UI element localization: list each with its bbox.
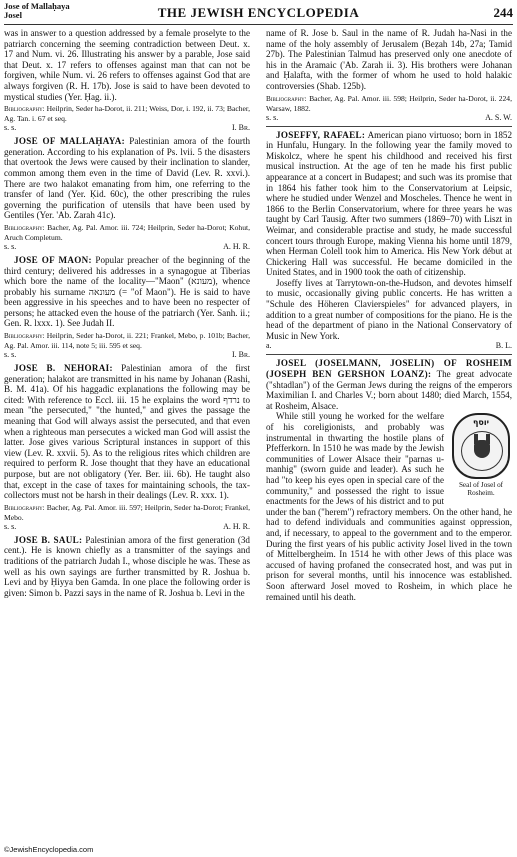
article-heading: JOSE B. NEHORAI: — [14, 363, 113, 374]
bibliography-label: Bibliography: — [4, 105, 45, 114]
seal-emblem — [461, 431, 503, 471]
article-heading: JOSEFFY, RAFAEL: — [276, 129, 366, 140]
ox-head-icon — [474, 440, 490, 458]
seal-figure — [450, 413, 512, 497]
article-jose-b-saul — [4, 535, 250, 599]
bibliography-label: Bibliography: — [4, 332, 45, 341]
running-head-title: Jose of Mallaḥaya — [4, 1, 70, 11]
article-jose-b-nehorai — [4, 363, 250, 501]
article-joseffy-rafael — [266, 130, 512, 278]
copyright-footer: ©JewishEncyclopedia.com — [4, 845, 94, 854]
seal-caption: Seal of Josel of Rosheim. — [458, 481, 504, 498]
signature-line — [266, 341, 512, 351]
bibliography — [4, 104, 250, 123]
signature-code: s. s. — [266, 112, 279, 122]
seal-image — [452, 413, 510, 479]
signature-code: a. — [266, 341, 272, 351]
bibliography — [4, 331, 250, 350]
article-body: The great advocate ("shtadlan") of the German Jews during the reigns of the emperors Maximilian I. and Charles V.; born about 1480; died March, 1554, at Rosheim, Alsace. — [266, 369, 513, 411]
article-jose-of-maon — [4, 255, 250, 329]
signature-code: s. s. — [4, 123, 17, 133]
bibliography-text: Bacher, Ag. Pal. Amor. iii. 597; Heilprin, Seder ha-Dorot; Frankel, Mebo. — [4, 502, 250, 522]
bibliography-label: Bibliography: — [4, 223, 45, 232]
bibliography-text: Heilprin, Seder ha-Dorot, ii. 221; Frankel, Mebo, p. 101b; Bacher, Ag. Pal. Amor. iii. 114, note 5; iii. 595 et seq. — [4, 331, 250, 351]
bibliography-text: Bacher, Ag. Pal. Amor. iii. 598; Heilprin, Seder ha-Dorot, ii. 224, Warsaw, 1882. — [266, 93, 512, 113]
article-heading: JOSE OF MAON: — [14, 254, 92, 265]
bibliography — [266, 94, 512, 113]
divider — [266, 126, 512, 127]
signature-code: s. s. — [4, 350, 17, 360]
signature-author: B. L. — [495, 341, 512, 351]
bibliography-text: Bacher, Ag. Pal. Amor. iii. 724; Heilprin, Seder ha-Dorot; Kohut, Aruch Completum. — [4, 222, 250, 242]
running-head-subtitle: Josel — [4, 10, 22, 20]
signature-line — [4, 242, 250, 252]
bibliography — [4, 223, 250, 242]
signature-code: s. s. — [4, 521, 17, 531]
article-body: American piano virtuoso; born in 1852 in Hunfalu, Hungary. In the following year the family moved to Miskolcz, where he spent his childhood and received his first musical instruction. At the age of ten he made his first public appearance at a concert in Budapest; and such was its promise that in 1864 his father took him to the Conservatorium at Leipsic, where he studied under Wenzel and Moscheles. Thence he went in 1866 to the Berlin Conservatorium, where for three years he was taught by Carl Tausig. After two summers (1869–70) with Liszt in Weimar, and considerable practise and study, he made successful concert tours through Europe, making Vienna his home until 1879, when Herman Colell took him to America. His New York début at Chickering Hall was successful. He became domiciled in the United States, and in 1900 took the oath of citizenship. — [266, 129, 513, 278]
bibliography-text: Heilprin, Seder ha-Dorot, ii. 211; Weiss, Dor, i. 192, ii. 73; Bacher, Ag. Tan. i. 67 et seq. — [4, 104, 250, 124]
divider — [266, 354, 512, 355]
bibliography-label: Bibliography: — [266, 94, 307, 103]
signature-code: s. s. — [4, 241, 17, 251]
signature-line — [4, 350, 250, 360]
article-body: Palestinian amora of the first generation (3d cent.). He is known chiefly as a transmitter of the sayings and traditions of the patriarch Judah I., whose disciple he was. These as well as his own sayings are further transmitted by R. Joshua b. Levi and by Ḥiyya ben Gamda. In one place the following order is given: Simon b. Pazzi says in the name of R. Joshua b. Levi in the — [4, 534, 250, 598]
page-header — [4, 2, 513, 25]
encyclopedia-title: THE JEWISH ENCYCLOPEDIA — [157, 5, 360, 20]
signature-author: A. H. R. — [223, 241, 250, 251]
signature-author: A. H. R. — [223, 521, 250, 531]
article-paragraph: While still young he worked for the welfare of his coreligionists, and probably was instrumental in thwarting the hostile plans of Pfefferkorn. In 1510 he was made by the Jewish communities of Lower Alsace their "parnas u-manhig" (sworn guide and leader). As such he had "to keep his eyes open in special care of the community," and possessed the right to issue enactments for the Jews of his district and to put under the ban ("herem") refractory members. On the other hand, he had to defend individuals and communities against oppression, and, if necessary, to appeal to the government and to the emperor. During the first years of his public activity Josel lived in the town of Mittelbergheim. In 1514 he with other Jews of this place was accused of having profaned the consecrated host, and was put in prison for several months, until his innocence was established. Soon afterward Josel moved to Rosheim, in which place he remained until his death. — [266, 411, 512, 602]
article-paragraph: Joseffy lives at Tarrytown-on-the-Hudson, and devotes himself to music, occasionally giving public concerts. He has written a "Schule des Höheren Clavierspieles" for advanced players, in addition to a great number of compositions for the piano. He is the head of the department of piano in the National Conservatory of Music in New York. — [266, 277, 512, 341]
continued-paragraph: name of R. Jose b. Saul in the name of R. Judah ha-Nasi in the name of the holy assembly of Jerusalem (Beẓah 14b, 27a; Tamid 27b). The Palestinian Talmud has preserved only one anecdote of his in the Aramaic ('Ab. Zarah ii. 3). His brothers were Johanan and Ḥalafta, with the former of whom he used to hold halakic controversies (Shab. 125b). — [266, 28, 512, 91]
article-heading: JOSE OF MALLAḤAYA: — [14, 136, 125, 147]
signature-line — [266, 113, 512, 123]
signature-author: I. Br. — [231, 123, 250, 133]
bibliography — [4, 503, 250, 522]
article-body: Palestinian amora of the first generation; halakot are transmitted in his name by Johanan (Rashi, B. M. 41a). Of his haggadic explanations the following may be cited: With reference to Eccl. iii. 15 he explains the word נרדף to mean "the persecuted," "the hunted," and gives the passage the meaning that God will always assist the persecuted, and that even when a righteous man persecutes a wicked man God will assist the latter. Jose gives various Scriptural instances in support of this view (Lev. R. xxvii. 5). As to the religious rites which children are required to perform R. Jose thought that they have an educational purpose, but are not obligatory (Yer. Ber. iii. 6b). He taught also that, except in the case of taxes for maintaining schools, the tax-collectors must not be harsh in their dealings (Lev. R. xxx. 1). — [4, 363, 250, 501]
article-josel-of-rosheim — [266, 358, 512, 411]
signature-author: I. Br. — [231, 350, 250, 360]
article-heading: JOSE B. SAUL: — [14, 534, 83, 545]
article-body: Popular preacher of the beginning of the third century; delivered his addresses in a synagogue at Tiberias which bore the name of the locality—"Maon" (מעונא), whence probably his surname מעונאה (= "of Maon"). He is said to have been aggressive in his speeches and to have been no respecter of persons; he attacked even the house of the patriarch (Yer. Sanh. ii.; Gen. R. lxxx. 1). See Judah II. — [4, 254, 250, 329]
signature-author: A. S. W. — [485, 112, 512, 122]
article-heading: JOSEL (JOSELMANN, JOSELIN) OF ROSHEIM (JOSEPH BEN GERSHON LOANZ): — [266, 358, 512, 380]
bibliography-label: Bibliography: — [4, 503, 45, 512]
signature-line — [4, 522, 250, 532]
page-number: 244 — [493, 5, 513, 20]
signature-line — [4, 123, 250, 133]
left-column — [4, 28, 250, 598]
article-body: Palestinian amora of the fourth generation. According to his explanation of Ps. lvii. 5 the disasters that overtook the Jews were caused by their inclination to slander, common among them even in the time of David (Lev. R. xxvi.). There are two halakot emanating from him, one referring to the transfer of land (Yer. Ḳid. 60c), the other prescribing the rules governing the purification of utensils that have been used by Gentiles (Yer. 'Ab. Zarah 41c). — [4, 136, 250, 221]
right-column — [266, 28, 512, 602]
article-jose-of-mallahaya — [4, 136, 250, 221]
continued-paragraph: was in answer to a question addressed by a female proselyte to the patriarch concerning the seeming contradiction between Deut. x. 17 and Num. vi. 26. Illustrating his answer by a parable, Jose said that Deut. x. 17 refers to offenses against man that can not be forgiven, while Num. vi. 26 refers to offenses against God that are always forgiven (R. H. 17b). Jose is said to have been devoted to mystical studies (Yer. Ḥag. ii.). — [4, 28, 250, 102]
seal-inscription: יוסף — [473, 418, 489, 428]
